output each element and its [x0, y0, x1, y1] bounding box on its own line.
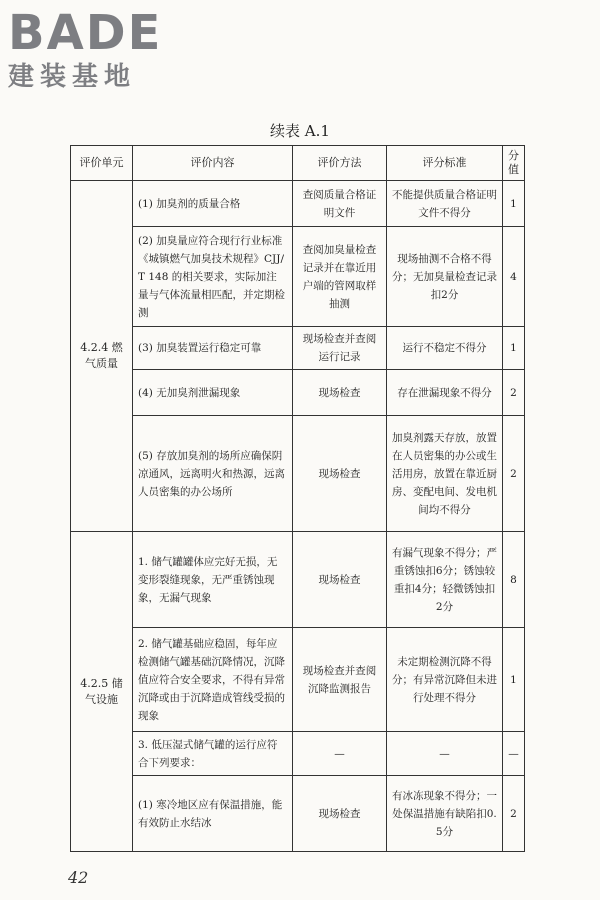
score-cell: 1 [503, 181, 525, 227]
logo-wordmark: BADE [8, 5, 163, 61]
content-cell: (5) 存放加臭剂的场所应确保阴凉通风，远离明火和热源，远离人员密集的办公场所 [133, 416, 293, 532]
table-header-row [71, 146, 525, 181]
header-content: 评价内容 [133, 146, 293, 181]
content-cell: (1) 寒冷地区应有保温措施，能有效防止水结冰 [133, 776, 293, 852]
table-row [71, 181, 525, 227]
method-cell: 查阅加臭量检查记录并在靠近用户端的管网取样抽测 [293, 227, 387, 327]
content-cell: (4) 无加臭剂泄漏现象 [133, 370, 293, 416]
method-cell: 现场检查并查阅沉降监测报告 [293, 628, 387, 732]
standard-cell: 有漏气现象不得分；严重锈蚀扣6分；锈蚀较重扣4分；轻微锈蚀扣2分 [387, 532, 503, 628]
table-row [71, 532, 525, 628]
content-cell: 2. 储气罐基础应稳固，每年应检测储气罐基础沉降情况，沉降值应符合安全要求，不得有异常沉降或由于沉降造成管线受损的现象 [133, 628, 293, 732]
score-cell: — [503, 732, 525, 776]
table-row [71, 732, 525, 776]
table-row [71, 227, 525, 327]
table-row [71, 416, 525, 532]
header-method: 评价方法 [293, 146, 387, 181]
score-cell: 4 [503, 227, 525, 327]
table-row [71, 776, 525, 852]
score-cell: 2 [503, 776, 525, 852]
table-row [71, 327, 525, 370]
standard-cell: — [387, 732, 503, 776]
standard-cell: 不能提供质量合格证明文件不得分 [387, 181, 503, 227]
table-caption: 续表 A.1 [270, 122, 330, 140]
method-cell: — [293, 732, 387, 776]
method-cell: 现场检查并查阅运行记录 [293, 327, 387, 370]
table-row [71, 628, 525, 732]
standard-cell: 未定期检测沉降不得分；有异常沉降但未进行处理不得分 [387, 628, 503, 732]
method-cell: 查阅质量合格证明文件 [293, 181, 387, 227]
bade-logo [8, 6, 162, 92]
score-cell: 2 [503, 416, 525, 532]
content-cell: (2) 加臭量应符合现行行业标准《城镇燃气加臭技术规程》CJJ/T 148 的相关要求，实际加注量与气体流量相匹配，并定期检测 [133, 227, 293, 327]
header-standard: 评分标准 [387, 146, 503, 181]
table-row [71, 370, 525, 416]
header-score: 分值 [503, 146, 525, 181]
method-cell: 现场检查 [293, 416, 387, 532]
standard-cell: 存在泄漏现象不得分 [387, 370, 503, 416]
score-cell: 1 [503, 628, 525, 732]
score-cell: 2 [503, 370, 525, 416]
standard-cell: 有冰冻现象不得分；一处保温措施有缺陷扣0.5分 [387, 776, 503, 852]
content-cell: 1. 储气罐罐体应完好无损，无变形裂缝现象，无严重锈蚀现象，无漏气现象 [133, 532, 293, 628]
score-cell: 8 [503, 532, 525, 628]
standard-cell: 现场抽测不合格不得分；无加臭量检查记录扣2分 [387, 227, 503, 327]
content-cell: (1) 加臭剂的质量合格 [133, 181, 293, 227]
score-cell: 1 [503, 327, 525, 370]
logo-subtitle: 建装基地 [8, 62, 137, 92]
method-cell: 现场检查 [293, 370, 387, 416]
unit-cell: 4.2.5 储气设施 [71, 532, 133, 852]
method-cell: 现场检查 [293, 776, 387, 852]
unit-cell: 4.2.4 燃气质量 [71, 181, 133, 532]
standard-cell: 运行不稳定不得分 [387, 327, 503, 370]
standard-cell: 加臭剂露天存放，放置在人员密集的办公或生活用房，放置在靠近厨房、变配电间、发电机间均不得分 [387, 416, 503, 532]
content-cell: 3. 低压湿式储气罐的运行应符合下列要求： [133, 732, 293, 776]
method-cell: 现场检查 [293, 532, 387, 628]
evaluation-table [70, 145, 525, 852]
header-unit: 评价单元 [71, 146, 133, 181]
page-number: 42 [68, 868, 89, 887]
content-cell: (3) 加臭装置运行稳定可靠 [133, 327, 293, 370]
